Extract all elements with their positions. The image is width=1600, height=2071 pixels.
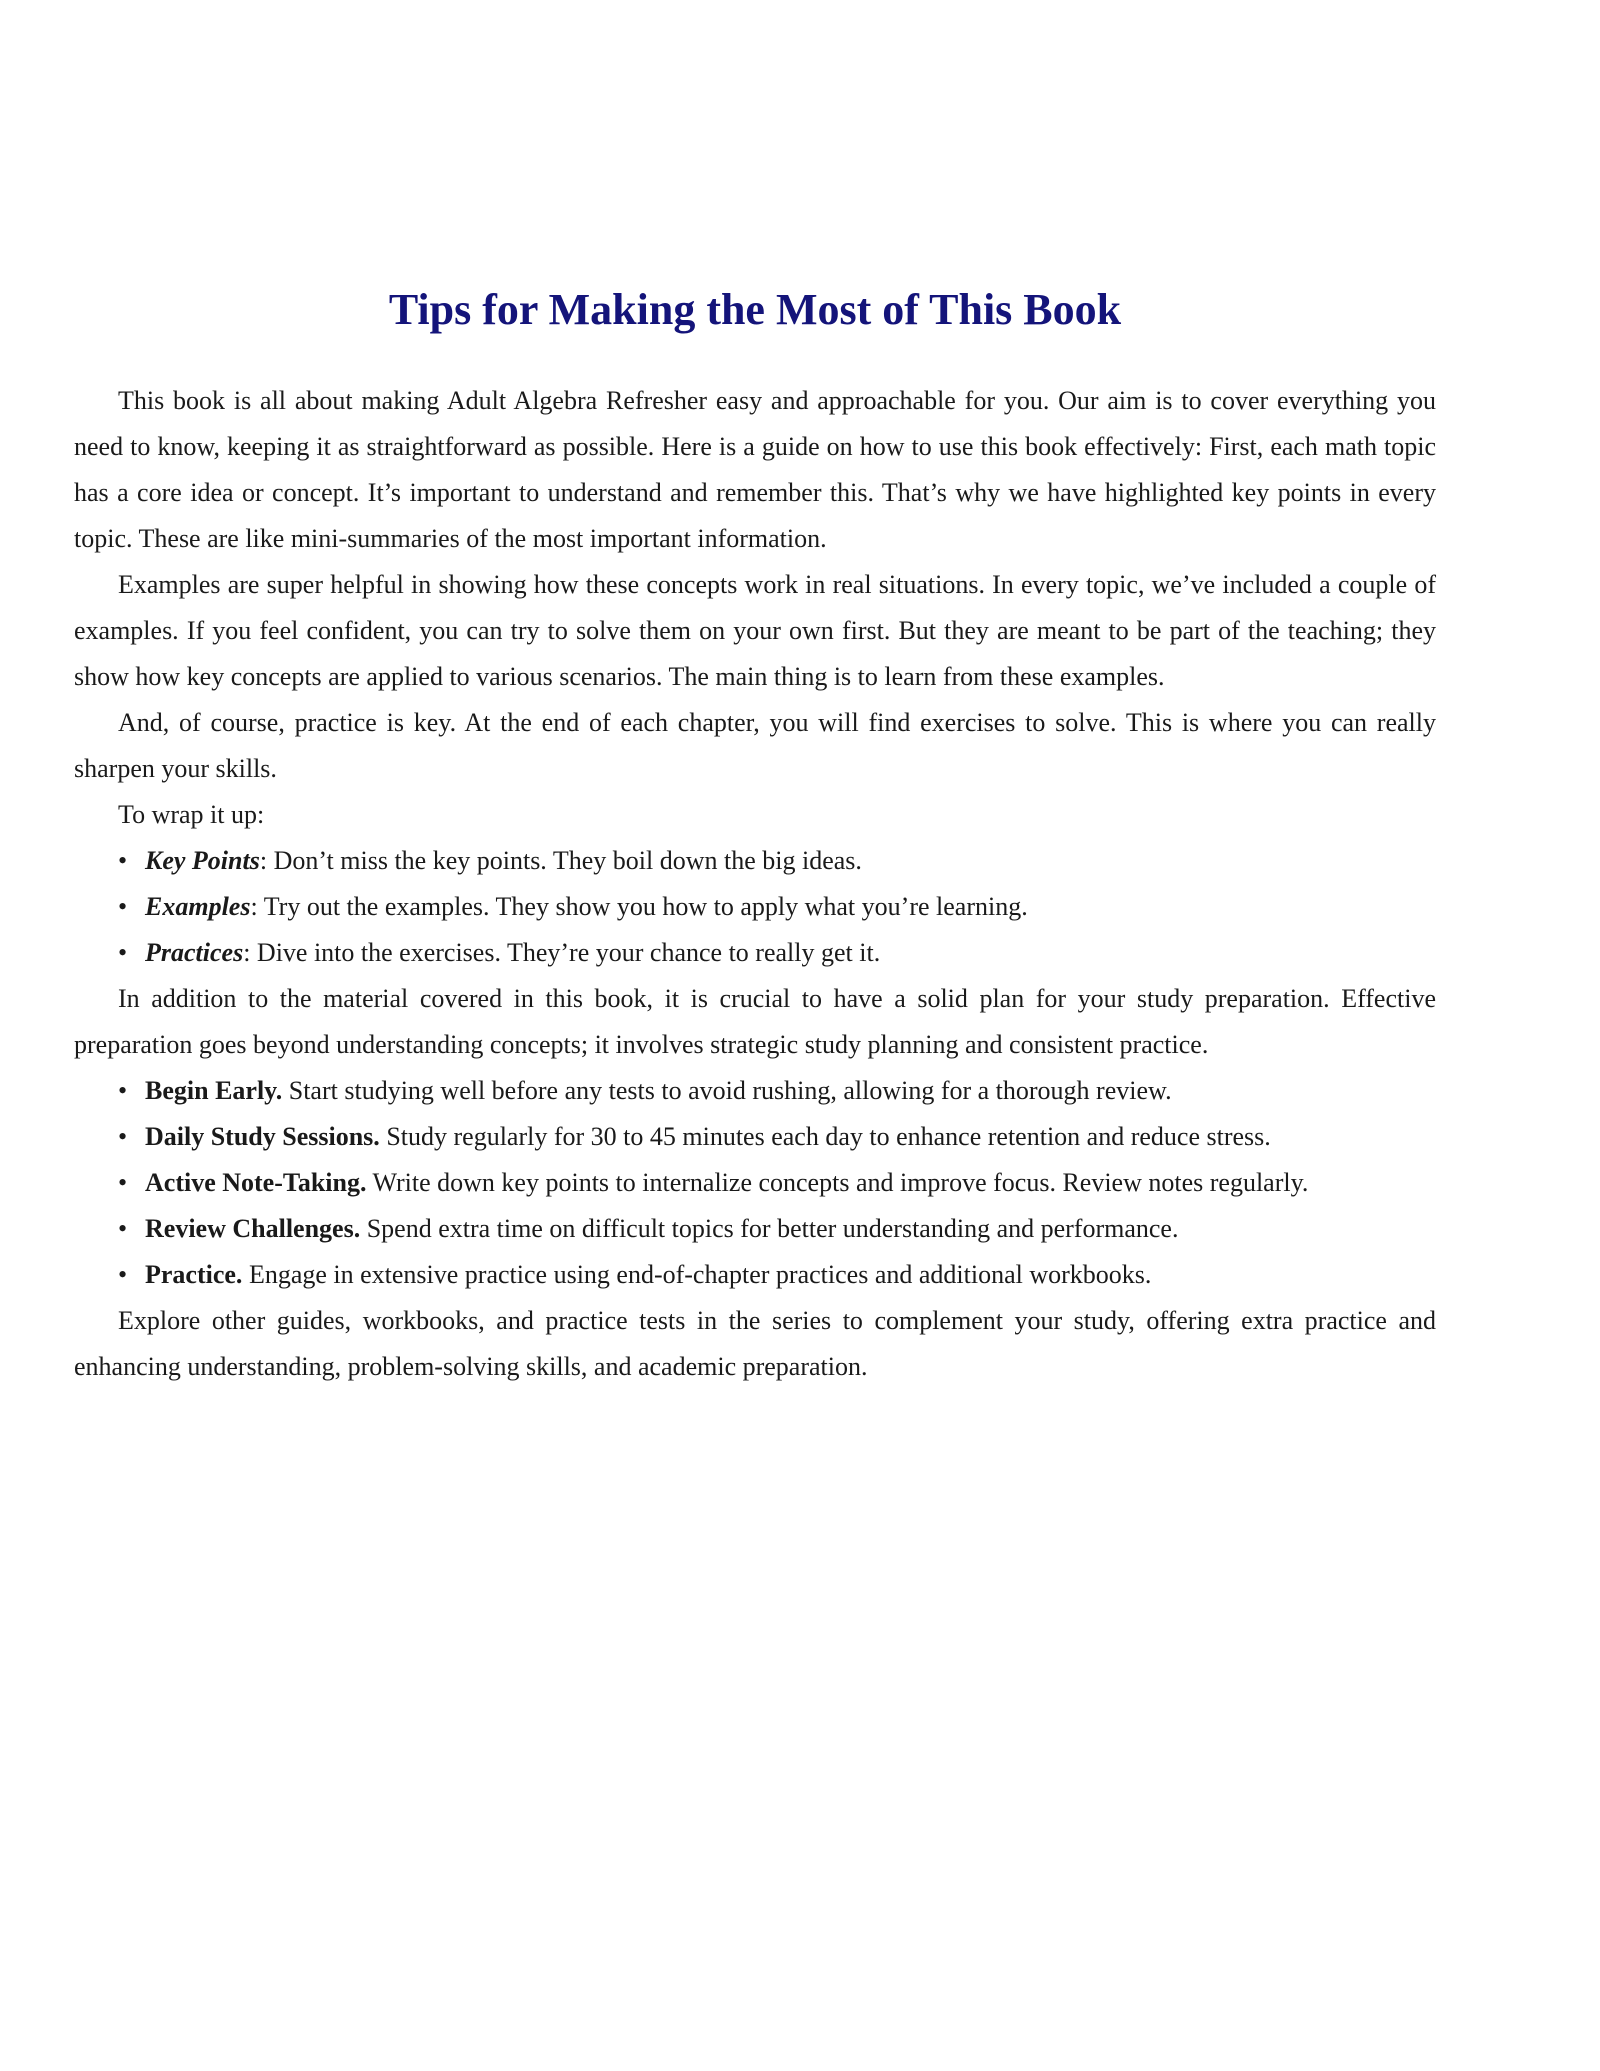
study-plan-intro: In addition to the material covered in this book, it is crucial to have a solid plan for your study preparation. Effective preparation goes beyond understanding concepts; it involves strategic study planning and consistent practice. xyxy=(74,984,1436,1059)
list-item-text: Spend extra time on difficult topics for better understanding and performance. xyxy=(360,1214,1179,1243)
list-item-text: Study regularly for 30 to 45 minutes each day to enhance retention and reduce stress. xyxy=(379,1122,1271,1151)
list-item xyxy=(74,838,1436,884)
intro-paragraph-3: And, of course, practice is key. At the end of each chapter, you will find exercises to solve. This is where you can really sharpen your skills. xyxy=(74,708,1436,783)
wrap-up-list xyxy=(74,838,1436,976)
bullet-icon: • xyxy=(118,1214,128,1243)
list-item xyxy=(74,884,1436,930)
document-page xyxy=(74,282,1436,1390)
list-item-text: Write down key points to internalize concepts and improve focus. Review notes regularly. xyxy=(366,1168,1309,1197)
list-item-text: : Try out the examples. They show you how to apply what you’re learning. xyxy=(250,892,1028,921)
list-item-term: Practices xyxy=(145,938,244,967)
list-item xyxy=(74,1206,1436,1252)
bullet-icon: • xyxy=(118,1168,128,1197)
bullet-icon: • xyxy=(118,1122,128,1151)
intro-paragraph-1: This book is all about making Adult Algebra Refresher easy and approachable for you. Our aim is to cover everything you need to know, keeping it as straightforward as possible. Here is a guide on how to use this book effectively: First, each math topic has a core idea or concept. It’s important to understand and remember this. That’s why we have highlighted key points in every topic. These are like mini-summaries of the most important information. xyxy=(74,386,1436,553)
list-item-text: : Don’t miss the key points. They boil down the big ideas. xyxy=(259,846,862,875)
list-item-term: Daily Study Sessions. xyxy=(145,1122,380,1151)
list-item xyxy=(74,930,1436,976)
list-item-term: Begin Early. xyxy=(145,1076,283,1105)
list-item-term: Review Challenges. xyxy=(145,1214,361,1243)
list-item-term: Examples xyxy=(145,892,251,921)
list-item xyxy=(74,1068,1436,1114)
page-title: Tips for Making the Most of This Book xyxy=(388,285,1122,334)
list-item xyxy=(74,1160,1436,1206)
list-item-term: Key Points xyxy=(145,846,260,875)
list-item xyxy=(74,1252,1436,1298)
intro-paragraph-2: Examples are super helpful in showing how these concepts work in real situations. In every topic, we’ve included a couple of examples. If you feel confident, you can try to solve them on your own first. But they are meant to be part of the teaching; they show how key concepts are applied to various scenarios. The main thing is to learn from these examples. xyxy=(74,570,1436,691)
list-item-term: Practice. xyxy=(145,1260,243,1289)
closing-paragraph: Explore other guides, workbooks, and practice tests in the series to complement your study, offering extra practice and enhancing understanding, problem-solving skills, and academic preparation. xyxy=(74,1306,1436,1381)
bullet-icon: • xyxy=(118,1260,128,1289)
list-item-text: Start studying well before any tests to avoid rushing, allowing for a thorough review. xyxy=(282,1076,1172,1105)
bullet-icon: • xyxy=(118,938,128,967)
bullet-icon: • xyxy=(118,892,128,921)
list-item-text: Engage in extensive practice using end-of-chapter practices and additional workbooks. xyxy=(242,1260,1152,1289)
bullet-icon: • xyxy=(118,1076,128,1105)
wrap-up-heading: To wrap it up: xyxy=(118,800,265,829)
list-item xyxy=(74,1114,1436,1160)
bullet-icon: • xyxy=(118,846,128,875)
list-item-term: Active Note-Taking. xyxy=(145,1168,367,1197)
study-plan-list xyxy=(74,1068,1436,1298)
list-item-text: : Dive into the exercises. They’re your chance to really get it. xyxy=(243,938,881,967)
